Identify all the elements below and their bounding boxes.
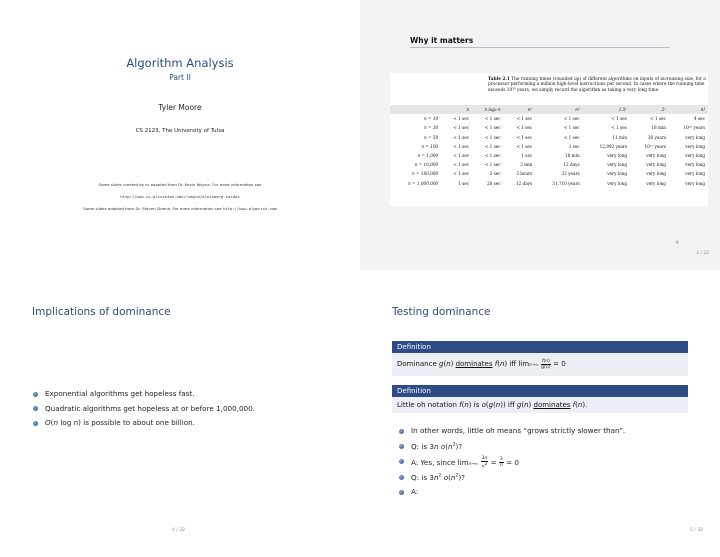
- row-header-cell: n = 1,000: [417, 153, 439, 159]
- table-cell: < 1 sec: [563, 116, 580, 122]
- list-item: [32, 404, 255, 419]
- bullet-icon: [399, 475, 404, 480]
- table-cell: 36 years: [647, 134, 666, 140]
- table-cell: 31,710 years: [552, 180, 580, 186]
- bullet-text: Q: is $3n^2$ $o(n^2)$?: [411, 473, 465, 483]
- table-cell: < 1 sec: [650, 116, 666, 122]
- list-item: [32, 418, 255, 433]
- why-it-matters-slide: [360, 0, 720, 270]
- table-row: [390, 114, 708, 123]
- bullet-icon: [33, 406, 38, 411]
- table-cell: 18 min: [651, 125, 666, 131]
- table-cell: 12,892 years: [599, 143, 628, 149]
- table-cell: < 1 sec: [453, 134, 470, 140]
- bullet-icon: [33, 421, 38, 426]
- bullet-text: Q: is 3n $o(n^2)$?: [411, 442, 463, 452]
- slide-title: Algorithm Analysis: [126, 56, 234, 70]
- bullet-icon: [399, 459, 404, 464]
- table-cell: 18 min: [564, 153, 580, 159]
- bullet-icon: [399, 444, 404, 449]
- table-cell: < 1 sec: [453, 153, 470, 159]
- table-row: [390, 169, 708, 178]
- row-header-cell: n = 1,000,000: [408, 180, 439, 186]
- page-number: 5 / 32: [690, 528, 703, 533]
- row-header-cell: n = 10: [424, 116, 439, 122]
- table-cell: 32 years: [561, 171, 580, 177]
- small-mark: 9: [676, 240, 679, 245]
- definition-body: Little oh notation f(n) is o(g(n)) iff g(n) dominates f(n).: [392, 397, 688, 413]
- list-item: [398, 487, 625, 502]
- table-cell: < 1 sec: [516, 134, 533, 140]
- table-cell: very long: [607, 180, 628, 186]
- table-figure: [390, 73, 708, 206]
- institution: CS 2123, The University of Tulsa: [135, 128, 225, 134]
- table-cell: < 1 sec: [516, 125, 533, 131]
- implications-slide: [0, 290, 360, 557]
- table-cell: < 1 sec: [484, 153, 501, 159]
- page-number: 4 / 32: [172, 528, 185, 533]
- table-row: [390, 179, 708, 188]
- credit-text-2: Some slides adapted from Dr. Steven Skiena. For more information see: [83, 206, 222, 211]
- table-cell: 3 hours: [516, 171, 533, 177]
- table-cell: very long: [685, 143, 705, 149]
- table-row: [390, 133, 708, 142]
- table-body: [390, 114, 708, 188]
- table-header: n!: [700, 107, 705, 113]
- table-header: n: [466, 107, 470, 113]
- table-caption: [488, 77, 706, 93]
- bullet-text: In other words, little oh means “grows strictly slower than”.: [411, 426, 626, 435]
- running-times-table: [390, 105, 708, 188]
- table-row: [390, 123, 708, 132]
- table-header: 1.5ⁿ: [618, 107, 628, 113]
- table-cell: < 1 sec: [484, 143, 501, 149]
- table-row: [390, 151, 708, 160]
- table-cell: very long: [646, 153, 666, 159]
- table-cell: < 1 sec: [611, 125, 628, 131]
- table-cell: < 1 sec: [453, 171, 470, 177]
- table-cell: 10¹⁷ years: [644, 143, 666, 149]
- table-cell: < 1 sec: [611, 116, 628, 122]
- table-cell: very long: [685, 180, 705, 186]
- table-cell: < 1 sec: [453, 143, 470, 149]
- table-cell: 12 days: [563, 162, 580, 168]
- table-cell: 1 sec: [568, 143, 580, 149]
- table-cell: < 1 sec: [516, 143, 533, 149]
- bullet-list: [32, 389, 255, 433]
- table-cell: very long: [607, 162, 628, 168]
- bullet-text: A:: [411, 487, 419, 496]
- table-cell: < 1 sec: [453, 116, 470, 122]
- testing-dominance-slide: [360, 290, 720, 557]
- list-item: [32, 389, 255, 404]
- bullet-icon: [399, 490, 404, 495]
- bullet-text: Quadratic algorithms get hopeless at or before 1,000,000.: [45, 403, 255, 413]
- credit-line-1: Some slides created by or adapted from Dr. Kevin Wayne. For more information see: [98, 182, 262, 187]
- table-cell: < 1 sec: [484, 162, 501, 168]
- caption-text: The running times (rounded up) of different algorithms on inputs of increasing size, for a processor performing a million high-level instructions per second. In cases where the running time exceeds 10²⁵ years, we simply record the algorithm as taking a very long time.: [488, 77, 706, 93]
- credit-line-2: [0, 206, 360, 211]
- row-header-cell: n = 30: [424, 125, 439, 131]
- table-row: [390, 142, 708, 151]
- table-cell: very long: [685, 162, 705, 168]
- title-rule: [410, 47, 670, 48]
- table-row: [390, 160, 708, 169]
- table-cell: 2 min: [520, 162, 533, 168]
- slide-subtitle: Part II: [169, 73, 191, 82]
- table-cell: < 1 sec: [516, 116, 533, 122]
- table-cell: 20 sec: [486, 180, 501, 186]
- bullet-text: A: Yes, since limn→∞ $\frac{3n}{n^2}$ = $\frac{3}{n}$ = 0: [411, 456, 519, 470]
- frame-title: Testing dominance: [392, 306, 491, 318]
- bullet-text: Exponential algorithms get hopeless fast.: [45, 389, 195, 398]
- row-header-cell: n = 50: [424, 134, 439, 140]
- table-cell: 12 days: [515, 180, 533, 186]
- bullet-icon: [33, 392, 38, 397]
- table-cell: very long: [685, 171, 705, 177]
- table-header-row: [390, 105, 708, 114]
- table-cell: < 1 sec: [484, 116, 501, 122]
- title-slide: [0, 0, 360, 270]
- table-header: 2ⁿ: [661, 107, 666, 113]
- frame-title: Why it matters: [410, 36, 474, 45]
- table-cell: very long: [685, 153, 705, 159]
- table-cell: very long: [607, 153, 628, 159]
- table-cell: 2 sec: [489, 171, 501, 177]
- definition-header: Definition: [392, 341, 688, 353]
- table-cell: very long: [607, 171, 628, 177]
- credit-url-2[interactable]: http://www.algorist.com: [222, 206, 277, 211]
- table-cell: 10²⁵ years: [683, 125, 705, 131]
- bullet-text: O(n log n) is possible to about one billion.: [45, 418, 195, 427]
- table-cell: < 1 sec: [563, 125, 580, 131]
- row-header-cell: n = 100: [421, 143, 439, 149]
- table-cell: < 1 sec: [563, 134, 580, 140]
- table-cell: < 1 sec: [484, 125, 501, 131]
- table-cell: 4 sec: [694, 116, 705, 122]
- list-item: [398, 426, 625, 441]
- table-cell: 11 min: [612, 134, 628, 140]
- table-cell: < 1 sec: [484, 134, 501, 140]
- bullet-icon: [399, 429, 404, 434]
- row-header-cell: n = 10,000: [414, 162, 439, 168]
- page-number: 3 / 32: [696, 251, 709, 256]
- definition-body: Dominance g(n) dominates f(n) iff limn→∞ $\frac{f(n)}{g(n)}$ = 0: [392, 353, 688, 376]
- table-cell: 1 sec: [458, 180, 470, 186]
- list-item: [398, 441, 625, 456]
- credit-url-1[interactable]: http://www.cs.princeton.edu/~wayne/kleinberg-tardos: [120, 194, 240, 199]
- definition-header: Definition: [392, 385, 688, 397]
- bullet-list: [398, 426, 625, 502]
- table-cell: very long: [646, 171, 666, 177]
- author-name: Tyler Moore: [158, 103, 202, 112]
- list-item: [398, 456, 625, 472]
- table-header: n³: [575, 107, 580, 113]
- table-cell: < 1 sec: [453, 125, 470, 131]
- table-cell: 1 sec: [521, 153, 533, 159]
- table-header: n log₂ n: [484, 107, 501, 113]
- caption-label: Table 2.1: [488, 77, 510, 82]
- table-cell: very long: [685, 134, 705, 140]
- table-header: [390, 105, 441, 114]
- frame-title: Implications of dominance: [32, 306, 171, 318]
- table-header: n²: [527, 107, 533, 113]
- table-cell: very long: [646, 162, 666, 168]
- table-cell: < 1 sec: [453, 162, 470, 168]
- table-cell: very long: [646, 180, 666, 186]
- row-header-cell: n = 100,000: [412, 171, 439, 177]
- list-item: [398, 472, 625, 487]
